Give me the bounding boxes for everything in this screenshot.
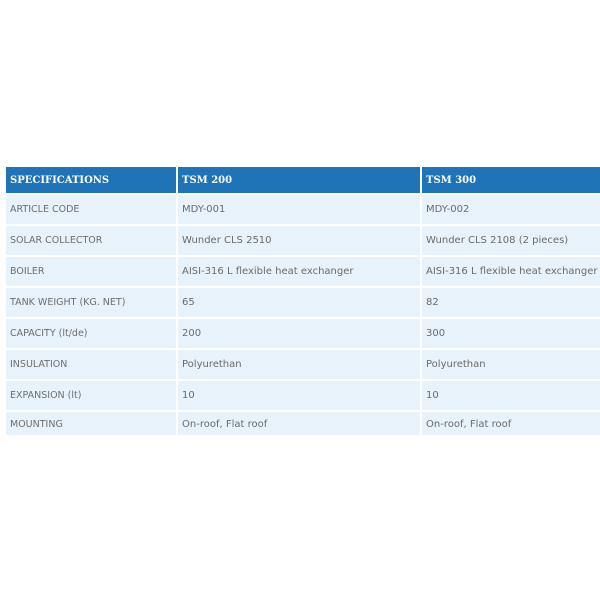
cell-tsm300: Polyurethan (422, 350, 600, 379)
row-label-mounting: MOUNTING (6, 412, 176, 435)
cell-tsm300: 300 (422, 319, 600, 348)
cell-tsm200: AISI-316 L flexible heat exchanger (178, 257, 420, 286)
header-tsm-300: TSM 300 (422, 167, 600, 193)
cell-tsm300: Wunder CLS 2108 (2 pieces) (422, 226, 600, 255)
header-tsm-200: TSM 200 (178, 167, 420, 193)
cell-tsm200: MDY-001 (178, 195, 420, 224)
cell-tsm200: 10 (178, 381, 420, 410)
table-row (6, 319, 600, 348)
cell-tsm300: 10 (422, 381, 600, 410)
table-row (6, 412, 600, 435)
header-specifications: SPECIFICATIONS (6, 167, 176, 193)
table-row (6, 288, 600, 317)
row-label-boiler: BOILER (6, 257, 176, 286)
row-label-tank-weight: TANK WEIGHT (KG. NET) (6, 288, 176, 317)
table-row (6, 381, 600, 410)
cell-tsm200: 65 (178, 288, 420, 317)
cell-tsm200: On-roof, Flat roof (178, 412, 420, 435)
row-label-solar-collector: SOLAR COLLECTOR (6, 226, 176, 255)
table-row (6, 226, 600, 255)
row-label-article-code: ARTICLE CODE (6, 195, 176, 224)
table-header-row (6, 167, 600, 193)
cell-tsm300: On-roof, Flat roof (422, 412, 600, 435)
cell-tsm200: Polyurethan (178, 350, 420, 379)
table-row (6, 350, 600, 379)
specifications-table (4, 165, 600, 437)
cell-tsm300: 82 (422, 288, 600, 317)
cell-tsm300: MDY-002 (422, 195, 600, 224)
row-label-insulation: INSULATION (6, 350, 176, 379)
cell-tsm300: AISI-316 L flexible heat exchanger (422, 257, 600, 286)
row-label-expansion: EXPANSION (lt) (6, 381, 176, 410)
cell-tsm200: Wunder CLS 2510 (178, 226, 420, 255)
table-row (6, 195, 600, 224)
cell-tsm200: 200 (178, 319, 420, 348)
row-label-capacity: CAPACITY (lt/de) (6, 319, 176, 348)
table-row (6, 257, 600, 286)
